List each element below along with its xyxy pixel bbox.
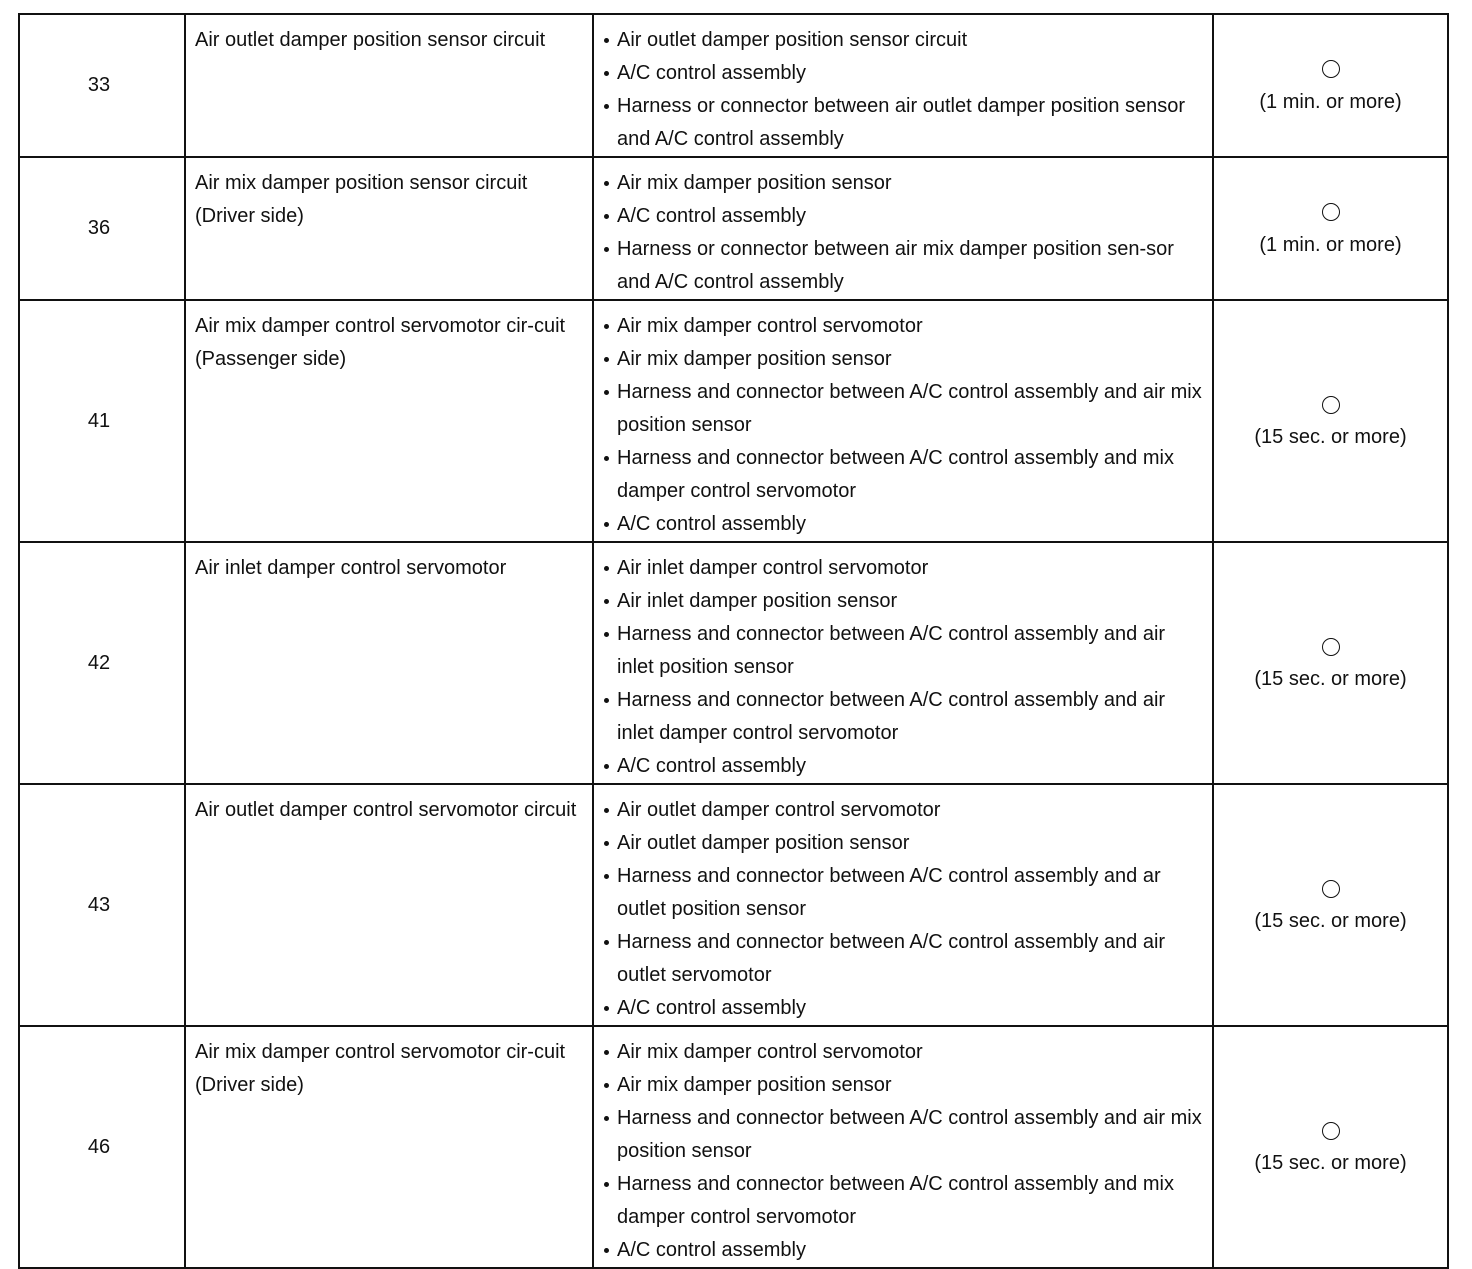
table-row xyxy=(19,784,1448,1026)
list-item: Harness or connector between air mix damper position sen-sor and A/C control assembly xyxy=(603,233,1206,299)
list-item: A/C control assembly xyxy=(603,1234,1206,1267)
trouble-area-list xyxy=(603,794,1206,1025)
trouble-area-cell xyxy=(593,1026,1213,1268)
code-cell: 46 xyxy=(19,1026,185,1268)
memory-cell xyxy=(1213,784,1448,1026)
detection-item-cell: Air inlet damper control servomotor xyxy=(185,542,593,784)
list-item: A/C control assembly xyxy=(603,57,1206,90)
list-item: Air outlet damper position sensor circuit xyxy=(603,24,1206,57)
table-row xyxy=(19,1026,1448,1268)
detection-item-cell: Air outlet damper control servomotor circuit xyxy=(185,784,593,1026)
memory-circle-icon xyxy=(1214,872,1447,905)
list-item: Air mix damper control servomotor xyxy=(603,310,1206,343)
list-item: Air mix damper position sensor xyxy=(603,1069,1206,1102)
table-row xyxy=(19,157,1448,300)
trouble-area-cell xyxy=(593,784,1213,1026)
table-row xyxy=(19,542,1448,784)
list-item: A/C control assembly xyxy=(603,992,1206,1025)
list-item: A/C control assembly xyxy=(603,200,1206,233)
list-item: Air outlet damper position sensor xyxy=(603,827,1206,860)
detection-item-cell: Air outlet damper position sensor circuit xyxy=(185,14,593,157)
code-cell: 42 xyxy=(19,542,185,784)
list-item: Harness and connector between A/C control assembly and mix damper control servomotor xyxy=(603,1168,1206,1234)
memory-duration: (1 min. or more) xyxy=(1259,90,1402,113)
code-cell: 41 xyxy=(19,300,185,542)
memory-cell xyxy=(1213,542,1448,784)
trouble-area-cell xyxy=(593,157,1213,300)
list-item: Harness and connector between A/C control assembly and air inlet damper control servomotor xyxy=(603,684,1206,750)
detection-item-cell: Air mix damper position sensor circuit (Driver side) xyxy=(185,157,593,300)
memory-circle-icon xyxy=(1214,630,1447,663)
memory-cell xyxy=(1213,157,1448,300)
memory-duration: (1 min. or more) xyxy=(1259,233,1402,256)
trouble-area-cell xyxy=(593,14,1213,157)
memory-duration: (15 sec. or more) xyxy=(1254,668,1407,690)
list-item: Air inlet damper position sensor xyxy=(603,585,1206,618)
diagnostic-code-table xyxy=(18,13,1449,1269)
code-cell: 33 xyxy=(19,14,185,157)
list-item: Harness and connector between A/C control assembly and air inlet position sensor xyxy=(603,618,1206,684)
list-item: Air mix damper control servomotor xyxy=(603,1036,1206,1069)
trouble-area-cell xyxy=(593,542,1213,784)
list-item: Harness or connector between air outlet damper position sensor and A/C control assembly xyxy=(603,90,1206,156)
memory-circle-icon xyxy=(1214,196,1447,229)
trouble-area-list xyxy=(603,24,1206,156)
list-item: Harness and connector between A/C control assembly and ar outlet position sensor xyxy=(603,860,1206,926)
list-item: Air inlet damper control servomotor xyxy=(603,552,1206,585)
memory-circle-icon xyxy=(1214,53,1447,86)
list-item: Air mix damper position sensor xyxy=(603,343,1206,376)
list-item: Harness and connector between A/C control assembly and mix damper control servomotor xyxy=(603,442,1206,508)
memory-duration: (15 sec. or more) xyxy=(1254,910,1407,932)
list-item: Harness and connector between A/C control assembly and air mix position sensor xyxy=(603,1102,1206,1168)
trouble-area-list xyxy=(603,310,1206,541)
memory-duration: (15 sec. or more) xyxy=(1254,426,1407,448)
list-item: Air mix damper position sensor xyxy=(603,167,1206,200)
list-item: Harness and connector between A/C control assembly and air outlet servomotor xyxy=(603,926,1206,992)
memory-cell xyxy=(1213,14,1448,157)
trouble-area-list xyxy=(603,552,1206,783)
memory-circle-icon xyxy=(1214,1114,1447,1147)
table-row xyxy=(19,14,1448,157)
memory-duration: (15 sec. or more) xyxy=(1254,1152,1407,1174)
list-item: A/C control assembly xyxy=(603,508,1206,541)
list-item: Air outlet damper control servomotor xyxy=(603,794,1206,827)
code-cell: 43 xyxy=(19,784,185,1026)
trouble-area-list xyxy=(603,167,1206,299)
table-row xyxy=(19,300,1448,542)
code-cell: 36 xyxy=(19,157,185,300)
memory-cell xyxy=(1213,1026,1448,1268)
list-item: Harness and connector between A/C control assembly and air mix position sensor xyxy=(603,376,1206,442)
memory-cell xyxy=(1213,300,1448,542)
detection-item-cell: Air mix damper control servomotor cir-cuit (Passenger side) xyxy=(185,300,593,542)
list-item: A/C control assembly xyxy=(603,750,1206,783)
memory-circle-icon xyxy=(1214,388,1447,421)
detection-item-cell: Air mix damper control servomotor cir-cuit (Driver side) xyxy=(185,1026,593,1268)
trouble-area-list xyxy=(603,1036,1206,1267)
trouble-area-cell xyxy=(593,300,1213,542)
